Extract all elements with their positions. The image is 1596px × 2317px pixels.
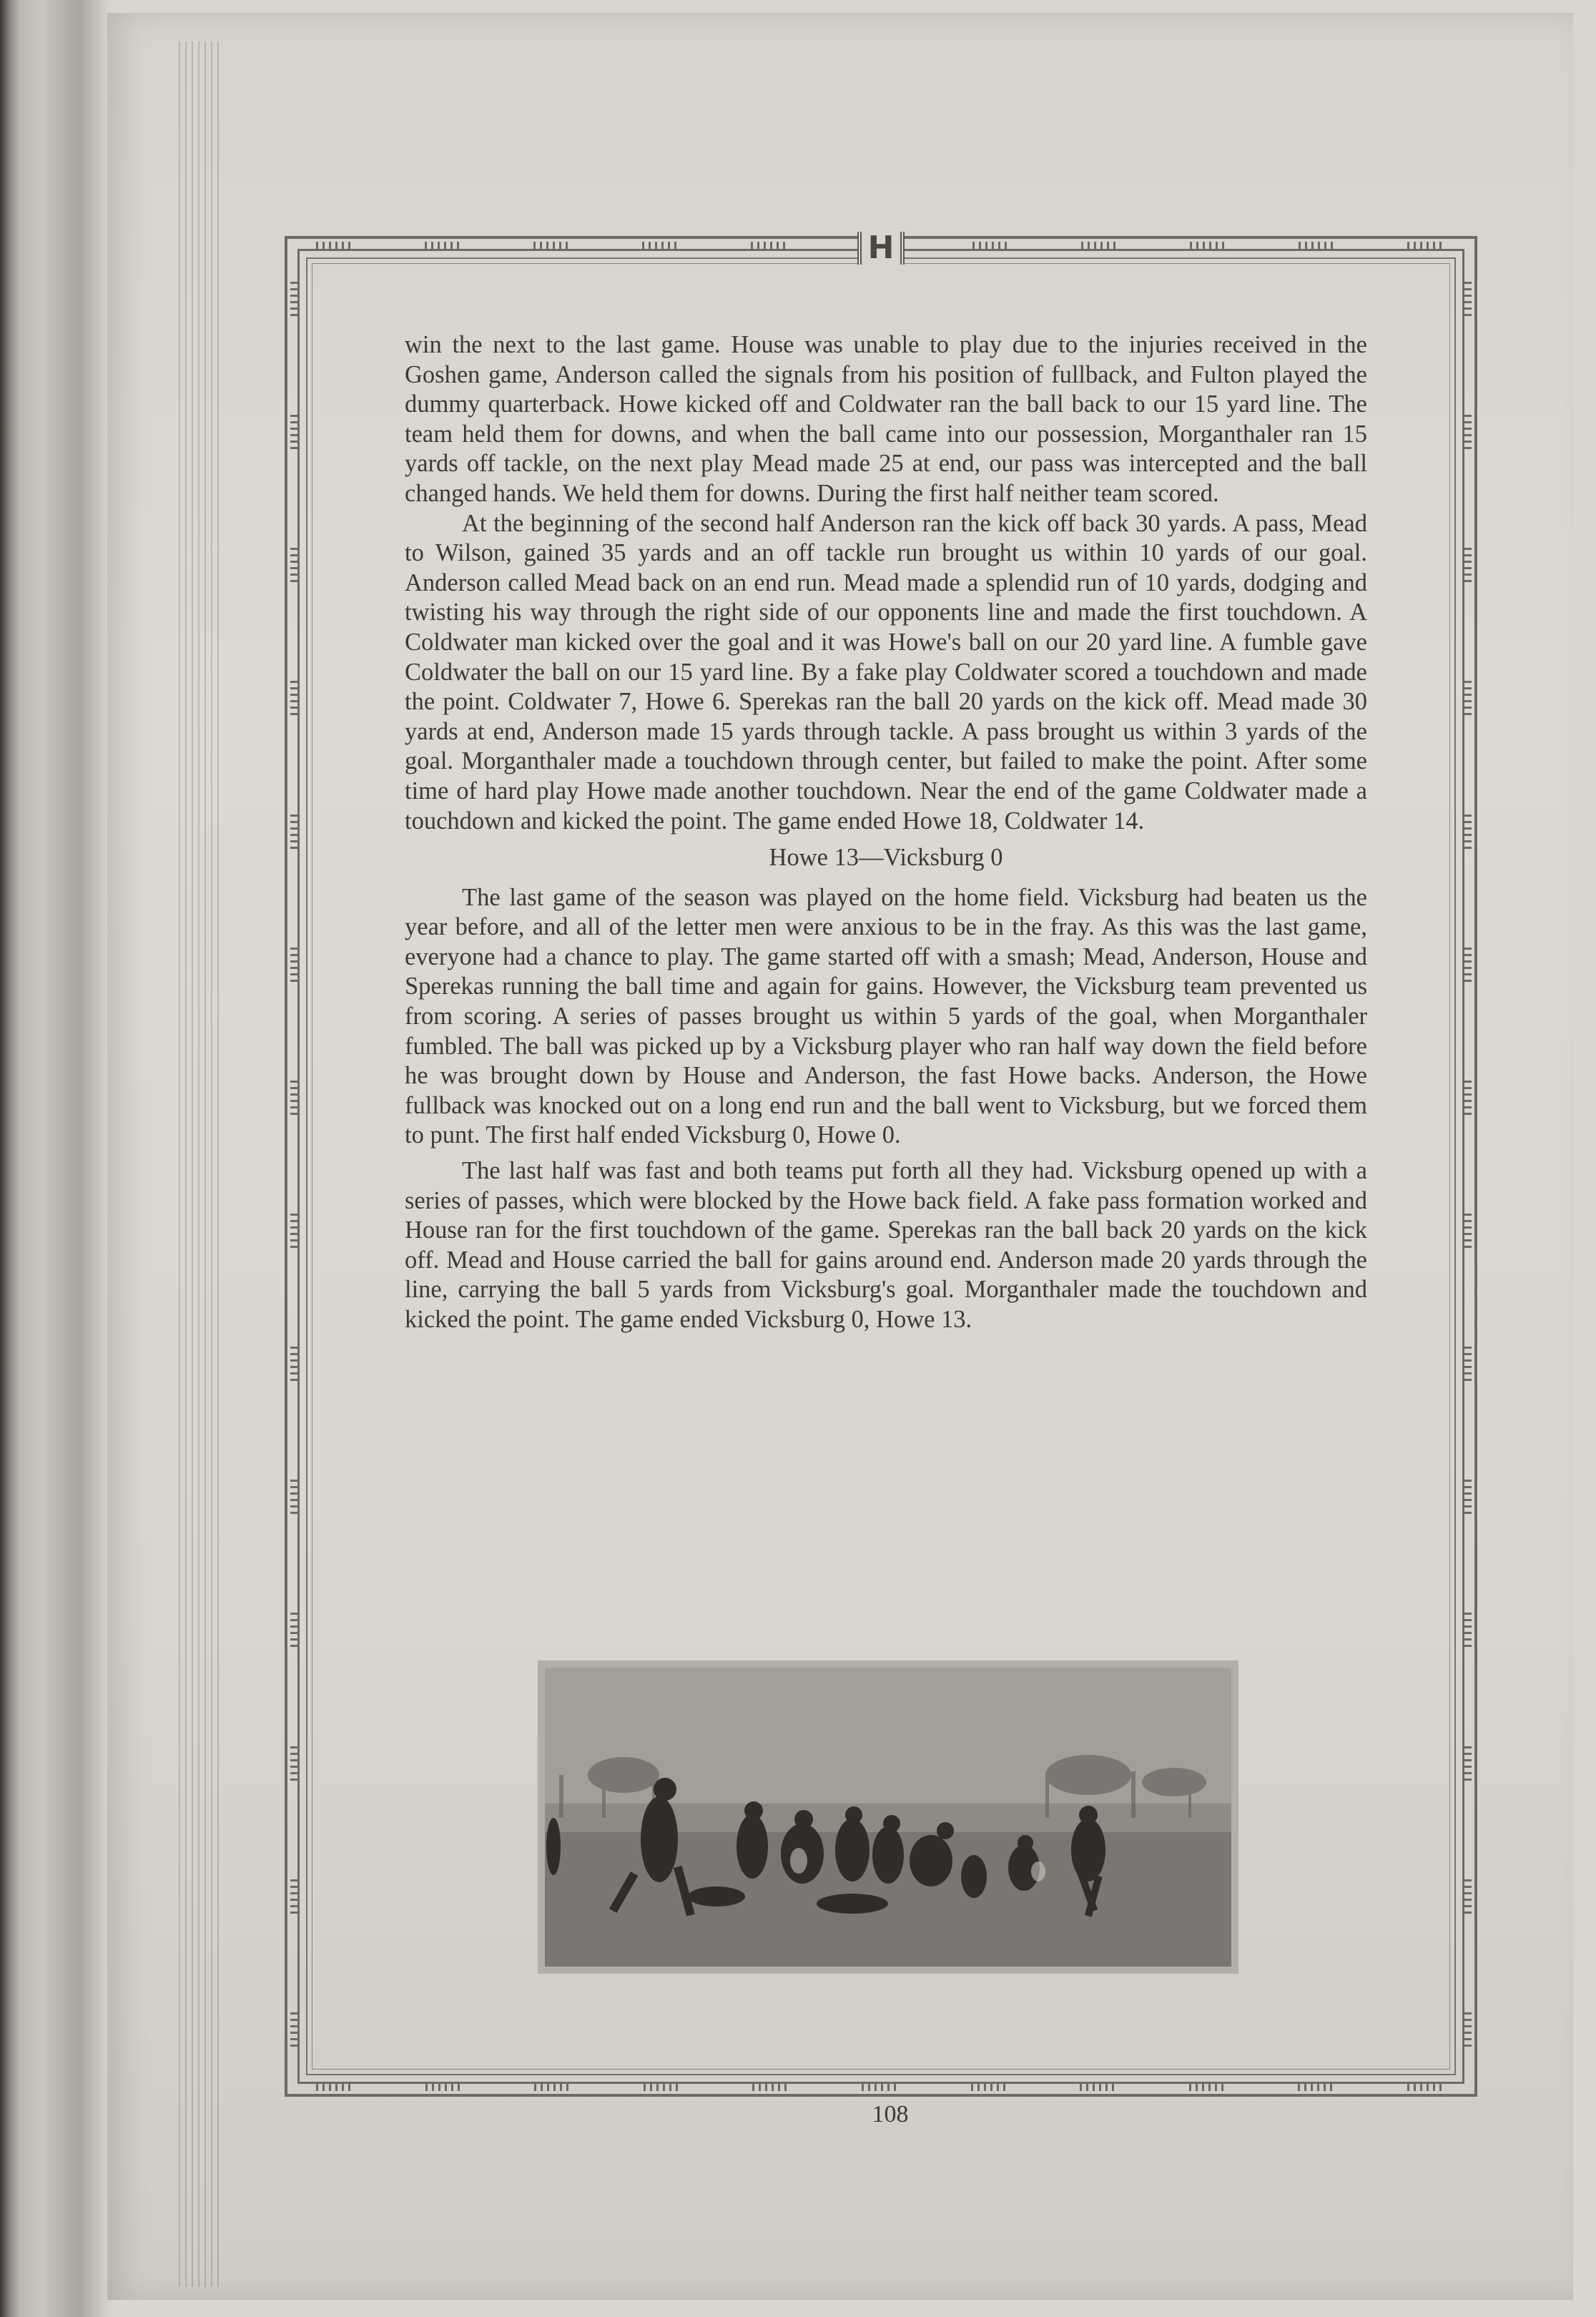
border-ornament-bottom [316,2082,1446,2092]
border-ornament-left [289,282,299,2051]
h-monogram-logo [857,232,905,265]
article-body [405,330,1367,1335]
football-game-photo-mount [538,1661,1238,1974]
page-stack-edge [179,41,222,2287]
article-paragraph: At the beginning of the second half Anderson ran the kick off back 30 yards. A pass, Mead to Wilson, gained 35 yards and an off tackle run brought us within 10 yards of our goal. Anderson called Mead back on an end run. Mead made a splendid run of 10 yards, dodging and twisting his way through the right side of our opponents line and made the first touchdown. A Coldwater man kicked over the goal and it was Howe's ball on our 20 yard line. A fumble gave Coldwater the ball on our 15 yard line. By a fake play Coldwater scored a touchdown and made the point. Coldwater 7, Howe 6. Sperekas ran the ball 20 yards on the kick off. Mead made 30 yards at end, Anderson made 15 yards through tackle. A pass brought us within 3 yards of the goal. Morganthaler made a touchdown through center, but failed to make the point. After some time of hard play Howe made another touchdown. Near the end of the game Coldwater made a touchdown and kicked the point. The game ended Howe 18, Coldwater 14. [405,509,1367,835]
game-heading: Howe 13—Vicksburg 0 [769,844,1003,872]
football-players-image [545,1668,1231,1967]
border-ornament-right [1463,282,1473,2051]
monogram-letter: H [867,230,895,266]
article-paragraph: The last half was fast and both teams put forth all they had. Vicksburg opened up with a series of passes, which were blocked by the Howe back field. A fake pass formation worked and House ran for the first touchdown of the game. Sperekas ran the ball back 20 yards on the kick off. Mead and House carried the ball for gains around end. Anderson made 20 yards through the line, carrying the ball 5 yards from Vicksburg's goal. Morganthaler made the touchdown and kicked the point. The game ended Vicksburg 0, Howe 13. [405,1157,1367,1333]
article-paragraph: win the next to the last game. House was unable to play due to the injuries received in the Goshen game, Anderson called the signals from his position of fullback, and Fulton played the dummy quarterback. Howe kicked off and Coldwater ran the ball back to our 15 yard line. The team held them for downs, and when the ball came into our possession, Morganthaler ran 15 yards off tackle, on the next play Mead made 25 at end, our pass was intercepted and the ball changed hands. We held them for downs. During the first half neither team scored. [405,331,1367,507]
page-number: 108 [872,2101,909,2127]
football-game-photo [545,1668,1231,1967]
article-paragraph: The last game of the season was played on the home field. Vicksburg had beaten us the year before, and all of the letter men were anxious to be in the fray. As this was the last game, everyone had a chance to play. The game started off with a smash; Mead, Anderson, House and Sperekas running the ball time and again for gains. However, the Vicksburg team prevented us from scoring. A series of passes brought us within 5 yards of the goal, when Morganthaler fumbled. The ball was picked up by a Vicksburg player who ran half way down the field before he was brought down by House and Anderson, the fast Howe backs. Anderson, the Howe fullback was knocked out on a long end run and the ball went to Vicksburg, but we forced them to punt. The first half ended Vicksburg 0, Howe 0. [405,883,1367,1149]
